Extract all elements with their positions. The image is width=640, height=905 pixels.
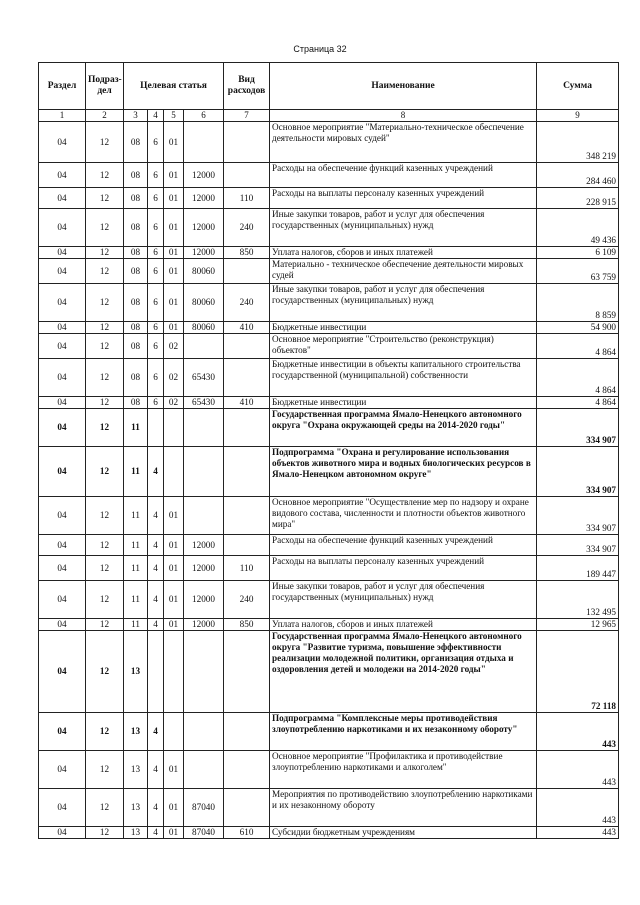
table-row bbox=[39, 827, 619, 839]
table-row bbox=[39, 631, 619, 713]
target-code-2-cell: 6 bbox=[148, 247, 164, 259]
summa-cell: 334 907 bbox=[537, 409, 619, 447]
naimenovanie-cell: Бюджетные инвестиции bbox=[270, 397, 537, 409]
razdel-cell: 04 bbox=[39, 209, 86, 247]
target-code-2-cell: 4 bbox=[148, 556, 164, 581]
vid-rashodov-cell: 240 bbox=[224, 581, 270, 619]
summa-cell: 443 bbox=[537, 827, 619, 839]
table-row bbox=[39, 447, 619, 497]
target-code-1-cell: 13 bbox=[124, 827, 148, 839]
summa-cell: 334 907 bbox=[537, 497, 619, 535]
target-code-1-cell: 08 bbox=[124, 397, 148, 409]
naimenovanie-cell: Расходы на выплаты персоналу казенных учреждений bbox=[270, 188, 537, 209]
razdel-cell: 04 bbox=[39, 397, 86, 409]
summa-cell: 228 915 bbox=[537, 188, 619, 209]
podrazdel-cell: 12 bbox=[86, 209, 124, 247]
target-code-4-cell: 65430 bbox=[184, 397, 224, 409]
page-number-label: Страница 32 bbox=[293, 44, 347, 54]
vid-rashodov-cell: 410 bbox=[224, 397, 270, 409]
target-code-2-cell: 6 bbox=[148, 284, 164, 322]
vid-rashodov-cell bbox=[224, 359, 270, 397]
column-number: 9 bbox=[537, 110, 619, 122]
target-code-2-cell: 4 bbox=[148, 581, 164, 619]
target-code-2-cell: 4 bbox=[148, 619, 164, 631]
vid-rashodov-cell: 110 bbox=[224, 188, 270, 209]
target-code-3-cell: 01 bbox=[164, 581, 184, 619]
target-code-1-cell: 13 bbox=[124, 751, 148, 789]
table-row bbox=[39, 713, 619, 751]
razdel-cell: 04 bbox=[39, 535, 86, 556]
summa-cell: 443 bbox=[537, 751, 619, 789]
vid-rashodov-cell: 240 bbox=[224, 209, 270, 247]
target-code-1-cell: 11 bbox=[124, 409, 148, 447]
target-code-1-cell: 08 bbox=[124, 163, 148, 188]
target-code-1-cell: 11 bbox=[124, 535, 148, 556]
vid-rashodov-cell: 240 bbox=[224, 284, 270, 322]
target-code-2-cell: 6 bbox=[148, 259, 164, 284]
razdel-cell: 04 bbox=[39, 789, 86, 827]
target-code-1-cell: 11 bbox=[124, 556, 148, 581]
target-code-1-cell: 08 bbox=[124, 209, 148, 247]
budget-table bbox=[38, 62, 619, 839]
target-code-4-cell bbox=[184, 713, 224, 751]
target-code-3-cell: 02 bbox=[164, 359, 184, 397]
vid-rashodov-cell bbox=[224, 789, 270, 827]
podrazdel-cell: 12 bbox=[86, 409, 124, 447]
target-code-1-cell: 08 bbox=[124, 322, 148, 334]
target-code-2-cell: 6 bbox=[148, 397, 164, 409]
table-row bbox=[39, 556, 619, 581]
naimenovanie-cell: Иные закупки товаров, работ и услуг для обеспечения государственных (муниципальных) нужд bbox=[270, 209, 537, 247]
summa-cell: 4 864 bbox=[537, 334, 619, 359]
column-number: 3 bbox=[124, 110, 148, 122]
razdel-cell: 04 bbox=[39, 122, 86, 163]
target-code-1-cell: 11 bbox=[124, 447, 148, 497]
naimenovanie-cell: Материально - техническое обеспечение деятельности мировых судей bbox=[270, 259, 537, 284]
naimenovanie-cell: Подпрограмма "Комплексные меры противодействия злоупотреблению наркотиками и их незаконному обороту" bbox=[270, 713, 537, 751]
target-code-1-cell: 08 bbox=[124, 284, 148, 322]
summa-cell: 72 118 bbox=[537, 631, 619, 713]
target-code-4-cell bbox=[184, 447, 224, 497]
naimenovanie-cell: Основное мероприятие "Строительство (реконструкция) объектов" bbox=[270, 334, 537, 359]
target-code-1-cell: 11 bbox=[124, 619, 148, 631]
column-number: 7 bbox=[224, 110, 270, 122]
target-code-2-cell bbox=[148, 631, 164, 713]
table-row bbox=[39, 163, 619, 188]
target-code-3-cell: 01 bbox=[164, 827, 184, 839]
target-code-2-cell: 4 bbox=[148, 447, 164, 497]
razdel-cell: 04 bbox=[39, 447, 86, 497]
target-code-4-cell bbox=[184, 409, 224, 447]
table-row bbox=[39, 188, 619, 209]
target-code-1-cell: 13 bbox=[124, 713, 148, 751]
target-code-4-cell bbox=[184, 631, 224, 713]
target-code-2-cell: 4 bbox=[148, 789, 164, 827]
target-code-1-cell: 08 bbox=[124, 122, 148, 163]
razdel-cell: 04 bbox=[39, 359, 86, 397]
podrazdel-cell: 12 bbox=[86, 789, 124, 827]
table-row bbox=[39, 209, 619, 247]
target-code-4-cell: 87040 bbox=[184, 827, 224, 839]
target-code-3-cell: 01 bbox=[164, 789, 184, 827]
naimenovanie-cell: Уплата налогов, сборов и иных платежей bbox=[270, 247, 537, 259]
podrazdel-cell: 12 bbox=[86, 581, 124, 619]
header-razdel: Раздел bbox=[39, 63, 86, 110]
summa-cell: 132 495 bbox=[537, 581, 619, 619]
table-row bbox=[39, 409, 619, 447]
target-code-3-cell: 01 bbox=[164, 209, 184, 247]
vid-rashodov-cell bbox=[224, 631, 270, 713]
podrazdel-cell: 12 bbox=[86, 535, 124, 556]
target-code-3-cell: 01 bbox=[164, 556, 184, 581]
razdel-cell: 04 bbox=[39, 497, 86, 535]
table-row bbox=[39, 397, 619, 409]
target-code-1-cell: 08 bbox=[124, 188, 148, 209]
podrazdel-cell: 12 bbox=[86, 497, 124, 535]
column-number: 1 bbox=[39, 110, 86, 122]
naimenovanie-cell: Мероприятия по противодействию злоупотреблению наркотиками и их незаконному обороту bbox=[270, 789, 537, 827]
razdel-cell: 04 bbox=[39, 247, 86, 259]
target-code-2-cell: 6 bbox=[148, 322, 164, 334]
naimenovanie-cell: Иные закупки товаров, работ и услуг для обеспечения государственных (муниципальных) нужд bbox=[270, 581, 537, 619]
razdel-cell: 04 bbox=[39, 334, 86, 359]
vid-rashodov-cell bbox=[224, 497, 270, 535]
podrazdel-cell: 12 bbox=[86, 359, 124, 397]
table-row bbox=[39, 619, 619, 631]
vid-rashodov-cell: 110 bbox=[224, 556, 270, 581]
target-code-3-cell: 01 bbox=[164, 535, 184, 556]
podrazdel-cell: 12 bbox=[86, 247, 124, 259]
target-code-4-cell: 65430 bbox=[184, 359, 224, 397]
summa-cell: 334 907 bbox=[537, 535, 619, 556]
header-summa: Сумма bbox=[537, 63, 619, 110]
target-code-3-cell: 01 bbox=[164, 163, 184, 188]
razdel-cell: 04 bbox=[39, 284, 86, 322]
target-code-3-cell: 01 bbox=[164, 122, 184, 163]
razdel-cell: 04 bbox=[39, 751, 86, 789]
naimenovanie-cell: Субсидии бюджетным учреждениям bbox=[270, 827, 537, 839]
podrazdel-cell: 12 bbox=[86, 397, 124, 409]
vid-rashodov-cell: 410 bbox=[224, 322, 270, 334]
target-code-1-cell: 13 bbox=[124, 789, 148, 827]
target-code-3-cell: 02 bbox=[164, 397, 184, 409]
column-number: 8 bbox=[270, 110, 537, 122]
table-row bbox=[39, 259, 619, 284]
naimenovanie-cell: Бюджетные инвестиции bbox=[270, 322, 537, 334]
razdel-cell: 04 bbox=[39, 409, 86, 447]
target-code-1-cell: 11 bbox=[124, 581, 148, 619]
naimenovanie-cell: Расходы на выплаты персоналу казенных учреждений bbox=[270, 556, 537, 581]
naimenovanie-cell: Расходы на обеспечение функций казенных учреждений bbox=[270, 535, 537, 556]
target-code-2-cell: 6 bbox=[148, 334, 164, 359]
vid-rashodov-cell: 850 bbox=[224, 247, 270, 259]
target-code-2-cell: 6 bbox=[148, 359, 164, 397]
table-row bbox=[39, 581, 619, 619]
naimenovanie-cell: Основное мероприятие "Профилактика и противодействие злоупотреблению наркотиками и алкоголем" bbox=[270, 751, 537, 789]
vid-rashodov-cell: 610 bbox=[224, 827, 270, 839]
naimenovanie-cell: Основное мероприятие "Осуществление мер по надзору и охране видового состава, численности и плотности объектов животного мира" bbox=[270, 497, 537, 535]
summa-cell: 49 436 bbox=[537, 209, 619, 247]
podrazdel-cell: 12 bbox=[86, 447, 124, 497]
podrazdel-cell: 12 bbox=[86, 122, 124, 163]
header-celevaya: Целевая статья bbox=[124, 63, 224, 110]
vid-rashodov-cell bbox=[224, 409, 270, 447]
target-code-4-cell: 80060 bbox=[184, 322, 224, 334]
podrazdel-cell: 12 bbox=[86, 827, 124, 839]
target-code-2-cell: 4 bbox=[148, 827, 164, 839]
column-number: 2 bbox=[86, 110, 124, 122]
summa-cell: 348 219 bbox=[537, 122, 619, 163]
target-code-2-cell bbox=[148, 409, 164, 447]
podrazdel-cell: 12 bbox=[86, 751, 124, 789]
target-code-4-cell: 12000 bbox=[184, 188, 224, 209]
table-row bbox=[39, 359, 619, 397]
podrazdel-cell: 12 bbox=[86, 284, 124, 322]
target-code-2-cell: 6 bbox=[148, 188, 164, 209]
target-code-2-cell: 4 bbox=[148, 535, 164, 556]
vid-rashodov-cell bbox=[224, 535, 270, 556]
summa-cell: 6 109 bbox=[537, 247, 619, 259]
target-code-1-cell: 08 bbox=[124, 334, 148, 359]
target-code-1-cell: 08 bbox=[124, 359, 148, 397]
target-code-3-cell: 01 bbox=[164, 322, 184, 334]
podrazdel-cell: 12 bbox=[86, 334, 124, 359]
table-row bbox=[39, 751, 619, 789]
target-code-4-cell bbox=[184, 497, 224, 535]
vid-rashodov-cell bbox=[224, 751, 270, 789]
header-naimenovanie: Наименование bbox=[270, 63, 537, 110]
naimenovanie-cell: Подпрограмма "Охрана и регулирование использования объектов животного мира и водных биологических ресурсов в Ямало-Ненецком автономном округе" bbox=[270, 447, 537, 497]
podrazdel-cell: 12 bbox=[86, 556, 124, 581]
naimenovanie-cell: Государственная программа Ямало-Ненецкого автономного округа "Охрана окружающей среды на 2014-2020 годы" bbox=[270, 409, 537, 447]
target-code-4-cell: 80060 bbox=[184, 284, 224, 322]
target-code-4-cell: 80060 bbox=[184, 259, 224, 284]
target-code-3-cell bbox=[164, 447, 184, 497]
target-code-2-cell: 6 bbox=[148, 163, 164, 188]
target-code-1-cell: 11 bbox=[124, 497, 148, 535]
target-code-4-cell: 12000 bbox=[184, 556, 224, 581]
razdel-cell: 04 bbox=[39, 619, 86, 631]
target-code-3-cell: 01 bbox=[164, 247, 184, 259]
razdel-cell: 04 bbox=[39, 713, 86, 751]
target-code-3-cell: 02 bbox=[164, 334, 184, 359]
target-code-3-cell: 01 bbox=[164, 188, 184, 209]
target-code-4-cell: 12000 bbox=[184, 209, 224, 247]
target-code-3-cell bbox=[164, 713, 184, 751]
table-row bbox=[39, 535, 619, 556]
target-code-4-cell: 87040 bbox=[184, 789, 224, 827]
target-code-3-cell: 01 bbox=[164, 284, 184, 322]
vid-rashodov-cell: 850 bbox=[224, 619, 270, 631]
podrazdel-cell: 12 bbox=[86, 322, 124, 334]
podrazdel-cell: 12 bbox=[86, 188, 124, 209]
header-podrazdel: Подраз-дел bbox=[86, 63, 124, 110]
podrazdel-cell: 12 bbox=[86, 619, 124, 631]
target-code-4-cell: 12000 bbox=[184, 535, 224, 556]
podrazdel-cell: 12 bbox=[86, 631, 124, 713]
summa-cell: 8 859 bbox=[537, 284, 619, 322]
naimenovanie-cell: Расходы на обеспечение функций казенных учреждений bbox=[270, 163, 537, 188]
razdel-cell: 04 bbox=[39, 827, 86, 839]
target-code-3-cell bbox=[164, 631, 184, 713]
table-row bbox=[39, 789, 619, 827]
column-number: 5 bbox=[164, 110, 184, 122]
naimenovanie-cell: Основное мероприятие "Материально-техническое обеспечение деятельности мировых судей" bbox=[270, 122, 537, 163]
target-code-4-cell bbox=[184, 334, 224, 359]
target-code-2-cell: 6 bbox=[148, 209, 164, 247]
target-code-1-cell: 08 bbox=[124, 259, 148, 284]
column-number: 4 bbox=[148, 110, 164, 122]
target-code-3-cell: 01 bbox=[164, 259, 184, 284]
summa-cell: 12 965 bbox=[537, 619, 619, 631]
summa-cell: 284 460 bbox=[537, 163, 619, 188]
column-number: 6 bbox=[184, 110, 224, 122]
table-row bbox=[39, 334, 619, 359]
razdel-cell: 04 bbox=[39, 163, 86, 188]
target-code-4-cell: 12000 bbox=[184, 247, 224, 259]
summa-cell: 443 bbox=[537, 713, 619, 751]
razdel-cell: 04 bbox=[39, 188, 86, 209]
target-code-3-cell bbox=[164, 409, 184, 447]
table-row bbox=[39, 247, 619, 259]
table-row bbox=[39, 322, 619, 334]
target-code-3-cell: 01 bbox=[164, 497, 184, 535]
naimenovanie-cell: Иные закупки товаров, работ и услуг для обеспечения государственных (муниципальных) нужд bbox=[270, 284, 537, 322]
vid-rashodov-cell bbox=[224, 447, 270, 497]
podrazdel-cell: 12 bbox=[86, 163, 124, 188]
column-number-row bbox=[39, 110, 619, 122]
summa-cell: 189 447 bbox=[537, 556, 619, 581]
razdel-cell: 04 bbox=[39, 631, 86, 713]
summa-cell: 4 864 bbox=[537, 359, 619, 397]
header-vid: Вид расходов bbox=[224, 63, 270, 110]
target-code-4-cell: 12000 bbox=[184, 619, 224, 631]
target-code-2-cell: 4 bbox=[148, 751, 164, 789]
target-code-4-cell: 12000 bbox=[184, 163, 224, 188]
razdel-cell: 04 bbox=[39, 259, 86, 284]
podrazdel-cell: 12 bbox=[86, 713, 124, 751]
target-code-1-cell: 08 bbox=[124, 247, 148, 259]
vid-rashodov-cell bbox=[224, 334, 270, 359]
vid-rashodov-cell bbox=[224, 122, 270, 163]
summa-cell: 63 759 bbox=[537, 259, 619, 284]
vid-rashodov-cell bbox=[224, 259, 270, 284]
target-code-2-cell: 4 bbox=[148, 497, 164, 535]
naimenovanie-cell: Уплата налогов, сборов и иных платежей bbox=[270, 619, 537, 631]
podrazdel-cell: 12 bbox=[86, 259, 124, 284]
table-row bbox=[39, 497, 619, 535]
razdel-cell: 04 bbox=[39, 556, 86, 581]
target-code-4-cell bbox=[184, 122, 224, 163]
summa-cell: 54 900 bbox=[537, 322, 619, 334]
summa-cell: 4 864 bbox=[537, 397, 619, 409]
naimenovanie-cell: Государственная программа Ямало-Ненецкого автономного округа "Развитие туризма, повышение эффективности реализации молодежной политики, организация отдыха и оздоровления детей и молодежи на 2014-2020 годы" bbox=[270, 631, 537, 713]
razdel-cell: 04 bbox=[39, 581, 86, 619]
target-code-1-cell: 13 bbox=[124, 631, 148, 713]
target-code-3-cell: 01 bbox=[164, 751, 184, 789]
razdel-cell: 04 bbox=[39, 322, 86, 334]
table-row bbox=[39, 122, 619, 163]
target-code-4-cell bbox=[184, 751, 224, 789]
vid-rashodov-cell bbox=[224, 163, 270, 188]
vid-rashodov-cell bbox=[224, 713, 270, 751]
target-code-3-cell: 01 bbox=[164, 619, 184, 631]
target-code-2-cell: 6 bbox=[148, 122, 164, 163]
summa-cell: 443 bbox=[537, 789, 619, 827]
target-code-4-cell: 12000 bbox=[184, 581, 224, 619]
naimenovanie-cell: Бюджетные инвестиции в объекты капитального строительства государственной (муниципальной) собственности bbox=[270, 359, 537, 397]
summa-cell: 334 907 bbox=[537, 447, 619, 497]
header-row bbox=[39, 63, 619, 110]
target-code-2-cell: 4 bbox=[148, 713, 164, 751]
table-row bbox=[39, 284, 619, 322]
